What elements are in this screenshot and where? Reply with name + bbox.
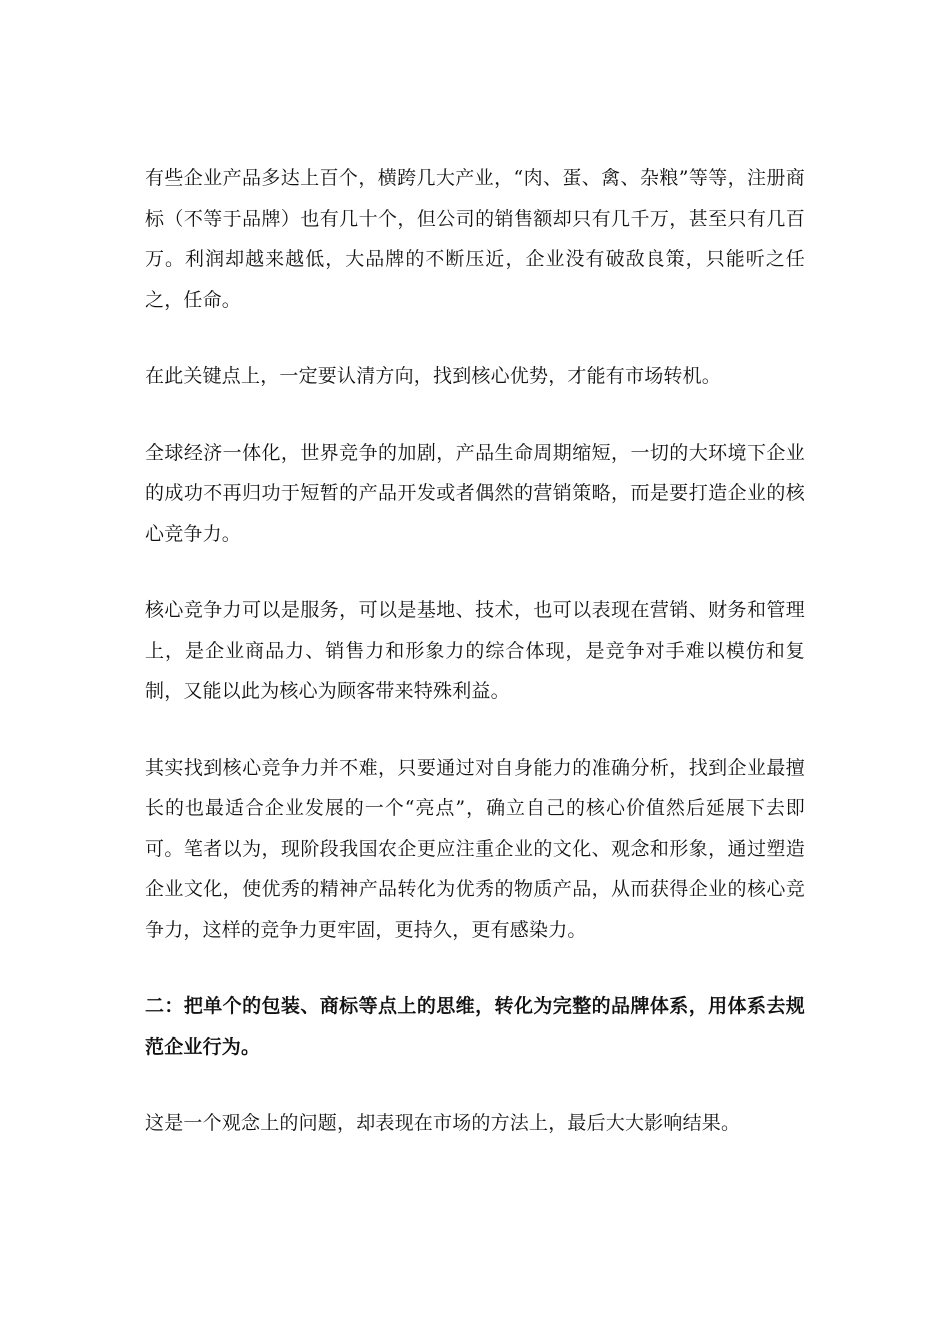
section-heading-brand-system: 二：把单个的包装、商标等点上的思维，转化为完整的品牌体系，用体系去规范企业行为。 [145,995,805,1058]
paragraph-core-competence-definition: 核心竞争力可以是服务，可以是基地、技术，也可以表现在营销、财务和管理上，是企业商品力、销售力和形象力的综合体现，是竞争对手难以模仿和复制，又能以此为核心为顾客带来特殊利益。 [145,599,805,702]
paragraph-product-diversity: 有些企业产品多达上百个，横跨几大产业，“肉、蛋、禽、杂粮”等等，注册商标（不等于品牌）也有几十个，但公司的销售额却只有几千万，甚至只有几百万。利润却越来越低，大品牌的不断压近，企业没有破敌良策，只能听之任之，任命。 [145,167,805,311]
paragraph-finding-core-competence: 其实找到核心竞争力并不难，只要通过对自身能力的准确分析，找到企业最擅长的也最适合企业发展的一个“亮点”，确立自己的核心价值然后延展下去即可。笔者以为，现阶段我国农企更应注重企业的文化、观念和形象，通过塑造企业文化，使优秀的精神产品转化为优秀的物质产品，从而获得企业的核心竞争力，这样的竞争力更牢固，更持久，更有感染力。 [145,756,805,941]
paragraph-key-point: 在此关键点上，一定要认清方向，找到核心优势，才能有市场转机。 [145,365,722,387]
paragraph-concept-issue: 这是一个观念上的问题，却表现在市场的方法上，最后大大影响结果。 [145,1112,741,1134]
paragraph-global-economy: 全球经济一体化，世界竞争的加剧，产品生命周期缩短，一切的大环境下企业的成功不再归功于短暂的产品开发或者偶然的营销策略，而是要打造企业的核心竞争力。 [145,441,805,545]
document-body [145,158,805,1180]
